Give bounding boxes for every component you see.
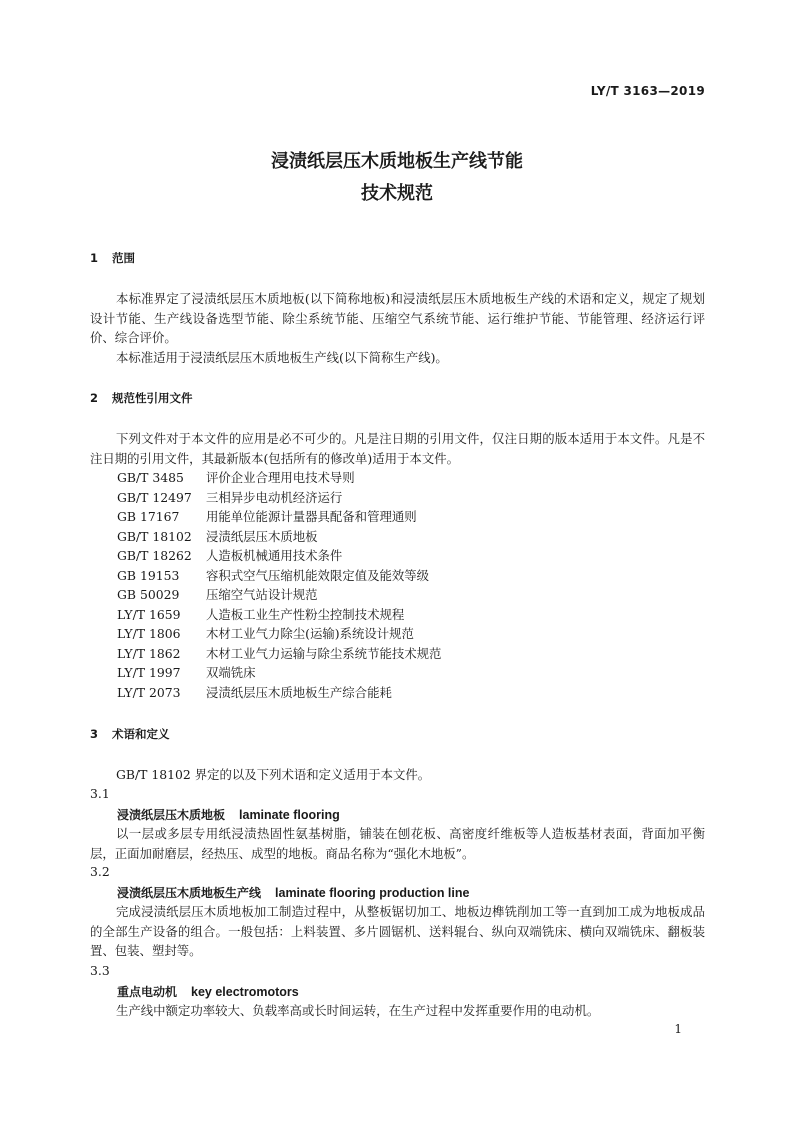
section-3-intro: GB/T 18102 界定的以及下列术语和定义适用于本文件。	[116, 767, 431, 782]
reference-title: 压缩空气站设计规范	[206, 587, 318, 602]
reference-code: LY/T 1659	[117, 606, 181, 622]
term-chinese: 浸渍纸层压木质地板生产线	[117, 886, 262, 900]
reference-item	[117, 468, 355, 488]
reference-code: GB/T 18102	[117, 528, 192, 544]
reference-code: GB/T 12497	[117, 489, 192, 505]
term-number: 3.1	[90, 786, 110, 801]
section-1-paragraph-1: 本标准界定了浸渍纸层压木质地板(以下简称地板)和浸渍纸层压木质地板生产线的术语和定义，规定了规划设计节能、生产线设备选型节能、除尘系统节能、压缩空气系统节能、运行维护节能、节能管理、经济运行评价、综合评价。	[90, 291, 705, 345]
reference-code: GB/T 18262	[117, 548, 192, 563]
section-title: 规范性引用文件	[112, 391, 193, 405]
term-english: laminate flooring production line	[275, 886, 470, 900]
term-number: 3.3	[90, 963, 110, 978]
reference-code: GB 50029	[117, 587, 180, 602]
reference-item	[117, 546, 342, 566]
reference-title: 木材工业气力除尘(运输)系统设计规范	[206, 626, 414, 641]
reference-code: LY/T 1862	[117, 645, 181, 661]
section-3-heading	[90, 726, 170, 742]
reference-code: GB 19153	[117, 567, 180, 583]
reference-item	[117, 488, 342, 508]
term-definition: 以一层或多层专用纸浸渍热固性氨基树脂，铺装在刨花板、高密度纤维板等人造板基材表面，背面加平衡层，正面加耐磨层，经热压、成型的地板。商品名称为“强化木地板”。	[90, 826, 705, 861]
term-definition: 完成浸渍纸层压木质地板加工制造过程中，从整板锯切加工、地板边榫铣削加工等一直到加工成为地板成品的全部生产设备的组合。一般包括：上料装置、多片圆锯机、送料辊台、纵向双端铣床、横向双端铣床、翻板装置、包装、塑封等。	[90, 904, 705, 958]
section-1-paragraph-2: 本标准适用于浸渍纸层压木质地板生产线(以下简称生产线)。	[116, 350, 448, 365]
reference-code: LY/T 2073	[117, 684, 181, 700]
reference-item	[117, 527, 318, 547]
term-english: key electromotors	[191, 985, 299, 999]
reference-code: GB/T 3485	[117, 470, 184, 485]
reference-title: 木材工业气力运输与除尘系统节能技术规范	[206, 645, 442, 661]
reference-title: 评价企业合理用电技术导则	[206, 470, 355, 485]
document-title-line1: 浸渍纸层压木质地板生产线节能	[271, 151, 523, 172]
document-title-line2: 技术规范	[361, 183, 433, 204]
reference-code: LY/T 1997	[117, 665, 181, 680]
section-number: 2	[90, 391, 99, 405]
term-number: 3.2	[90, 864, 110, 879]
term-definition: 生产线中额定功率较大、负载率高或长时间运转，在生产过程中发挥重要作用的电动机。	[116, 1003, 600, 1018]
reference-item	[117, 585, 318, 605]
section-number: 1	[90, 251, 99, 265]
reference-item	[117, 507, 417, 527]
term-chinese: 重点电动机	[117, 985, 178, 999]
reference-item	[117, 566, 429, 586]
term-heading	[117, 806, 340, 823]
reference-title: 浸渍纸层压木质地板生产综合能耗	[206, 684, 392, 700]
term-english: laminate flooring	[239, 808, 340, 822]
reference-title: 浸渍纸层压木质地板	[206, 528, 318, 544]
reference-code: LY/T 1806	[117, 626, 181, 641]
section-title: 术语和定义	[112, 727, 170, 741]
term-heading	[117, 884, 469, 901]
reference-item	[117, 683, 392, 703]
standard-number: LY/T 3163—2019	[590, 84, 705, 98]
reference-code: GB 17167	[117, 509, 180, 524]
reference-title: 双端铣床	[206, 665, 256, 680]
section-1-heading	[90, 250, 135, 266]
reference-item	[117, 624, 414, 644]
reference-title: 人造板机械通用技术条件	[206, 548, 343, 563]
term-chinese: 浸渍纸层压木质地板	[117, 808, 226, 822]
reference-title: 用能单位能源计量器具配备和管理通则	[206, 509, 417, 524]
reference-title: 人造板工业生产性粉尘控制技术规程	[206, 606, 405, 622]
section-2-heading	[90, 390, 193, 406]
reference-item	[117, 605, 404, 625]
page-number: 1	[674, 1022, 682, 1036]
section-title: 范围	[112, 251, 135, 265]
reference-item	[117, 663, 256, 683]
reference-item	[117, 644, 441, 664]
reference-title: 三相异步电动机经济运行	[206, 489, 343, 505]
reference-title: 容积式空气压缩机能效限定值及能效等级	[206, 567, 430, 583]
section-2-intro: 下列文件对于本文件的应用是必不可少的。凡是注日期的引用文件，仅注日期的版本适用于本文件。凡是不注日期的引用文件，其最新版本(包括所有的修改单)适用于本文件。	[90, 431, 705, 466]
section-number: 3	[90, 727, 99, 741]
term-heading	[117, 983, 299, 1000]
